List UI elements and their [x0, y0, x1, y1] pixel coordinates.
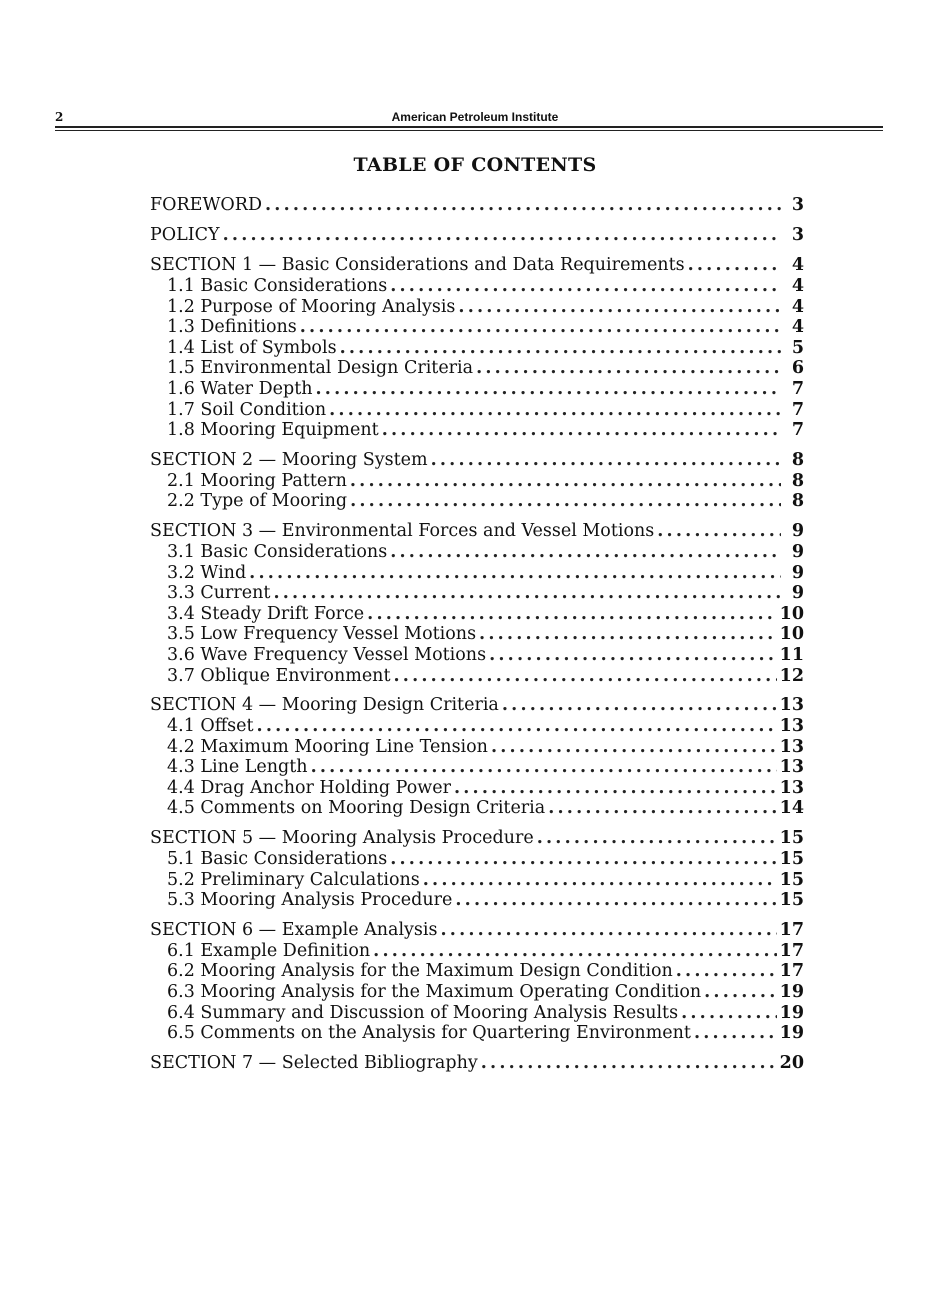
toc-entry[interactable] — [150, 798, 804, 819]
dot-leader — [688, 255, 781, 276]
toc-entry-label: 6.5 Comments on the Analysis for Quartering Environment — [167, 1023, 691, 1044]
toc-entry[interactable] — [150, 624, 804, 645]
toc-entry[interactable] — [150, 604, 804, 625]
toc-entry-page: 9 — [791, 520, 804, 541]
header-rule-thin — [55, 130, 883, 131]
dot-leader — [382, 420, 781, 441]
toc-entry[interactable] — [150, 828, 804, 849]
toc-entry-label: 1.7 Soil Condition — [167, 399, 327, 420]
dot-leader — [257, 716, 777, 737]
toc-entry[interactable] — [150, 695, 804, 716]
dot-leader — [694, 1023, 777, 1044]
dot-leader — [676, 961, 777, 982]
toc-entry-page: 4 — [791, 276, 804, 296]
toc-entry-label: 3.5 Low Frequency Vessel Motions — [167, 624, 477, 645]
toc-entry-page: 9 — [791, 583, 804, 604]
toc-entry-label: 6.4 Summary and Discussion of Mooring Analysis Results — [167, 1002, 679, 1023]
toc-entry[interactable] — [150, 195, 804, 216]
toc-entry-page: 17 — [779, 940, 804, 961]
toc-entry-label: SECTION 3 — Environmental Forces and Vessel Motions — [150, 520, 655, 541]
toc-entry-label: 1.6 Water Depth — [167, 378, 313, 399]
dot-leader — [340, 338, 781, 359]
toc-entry[interactable] — [150, 450, 804, 471]
toc-entry[interactable] — [150, 400, 804, 421]
toc-entry-page: 10 — [779, 603, 804, 624]
toc-group-section-1 — [150, 255, 804, 441]
toc-entry-label: 2.2 Type of Mooring — [167, 491, 348, 512]
toc-entry-page: 12 — [779, 665, 804, 686]
toc-entry-page: 15 — [779, 828, 804, 849]
toc-entry-label: 6.2 Mooring Analysis for the Maximum Design Condition — [167, 961, 673, 982]
toc-entry[interactable] — [150, 276, 804, 297]
dot-leader — [423, 870, 777, 891]
dot-leader — [481, 1053, 777, 1074]
toc-group-section-7 — [150, 1053, 804, 1074]
toc-title: TABLE OF CONTENTS — [353, 154, 597, 176]
toc-entry[interactable] — [150, 563, 804, 584]
toc-entry-page: 8 — [791, 491, 804, 512]
dot-leader — [316, 379, 781, 400]
table-of-contents — [150, 195, 804, 1083]
toc-entry-page: 17 — [779, 919, 804, 940]
page-number: 2 — [55, 110, 64, 124]
toc-entry-label: 1.3 Definitions — [167, 317, 297, 338]
toc-entry[interactable] — [150, 920, 804, 941]
toc-entry[interactable] — [150, 491, 804, 512]
toc-entry-label: 3.2 Wind — [167, 562, 247, 583]
toc-entry-label: 4.4 Drag Anchor Holding Power — [167, 777, 451, 798]
toc-entry[interactable] — [150, 645, 804, 666]
toc-entry[interactable] — [150, 255, 804, 276]
toc-entry-page: 9 — [791, 541, 804, 562]
dot-leader — [458, 297, 781, 318]
dot-leader — [223, 225, 781, 246]
dot-leader — [350, 471, 781, 492]
toc-entry[interactable] — [150, 317, 804, 338]
toc-entry[interactable] — [150, 961, 804, 982]
toc-entry-page: 10 — [779, 624, 804, 645]
toc-entry[interactable] — [150, 666, 804, 687]
toc-entry-label: 5.2 Preliminary Calculations — [167, 869, 420, 890]
toc-entry[interactable] — [150, 849, 804, 870]
toc-entry-label: 3.4 Steady Drift Force — [167, 603, 365, 624]
toc-entry-label: 6.3 Mooring Analysis for the Maximum Operating Condition — [167, 982, 702, 1003]
toc-entry[interactable] — [150, 338, 804, 359]
toc-entry[interactable] — [150, 420, 804, 441]
dot-leader — [311, 757, 777, 778]
toc-group-policy — [150, 225, 804, 246]
dot-leader — [455, 890, 776, 911]
toc-entry[interactable] — [150, 379, 804, 400]
dot-leader — [454, 778, 777, 799]
toc-entry[interactable] — [150, 870, 804, 891]
dot-leader — [390, 542, 781, 563]
toc-entry-label: SECTION 6 — Example Analysis — [150, 919, 438, 940]
toc-entry-label: 1.8 Mooring Equipment — [167, 420, 379, 441]
toc-entry-page: 5 — [791, 337, 804, 358]
toc-entry[interactable] — [150, 225, 804, 246]
dot-leader — [249, 563, 781, 584]
toc-entry-label: 1.4 List of Symbols — [167, 337, 337, 358]
toc-entry[interactable] — [150, 716, 804, 737]
toc-entry[interactable] — [150, 737, 804, 758]
toc-entry[interactable] — [150, 297, 804, 318]
dot-leader — [502, 695, 777, 716]
toc-entry[interactable] — [150, 1003, 804, 1024]
dot-leader — [479, 624, 777, 645]
toc-entry-page: 3 — [791, 195, 804, 215]
toc-entry-page: 4 — [791, 296, 804, 317]
toc-entry-page: 7 — [791, 420, 804, 441]
toc-entry-page: 20 — [779, 1052, 804, 1073]
dot-leader — [476, 358, 781, 379]
toc-entry-page: 3 — [791, 225, 804, 245]
dot-leader — [657, 521, 781, 542]
toc-entry[interactable] — [150, 358, 804, 379]
toc-entry-label: 3.1 Basic Considerations — [167, 541, 388, 562]
toc-entry-label: SECTION 7 — Selected Bibliography — [150, 1052, 478, 1073]
toc-entry-label: 3.7 Oblique Environment — [167, 665, 391, 686]
toc-entry-page: 14 — [779, 798, 804, 819]
dot-leader — [393, 666, 776, 687]
dot-leader — [329, 400, 781, 421]
toc-entry-page: 19 — [779, 1002, 804, 1023]
dot-leader — [441, 920, 777, 941]
toc-entry-label: 3.3 Current — [167, 583, 271, 604]
toc-entry[interactable] — [150, 982, 804, 1003]
dot-leader — [390, 276, 781, 297]
toc-entry-page: 19 — [779, 1023, 804, 1044]
toc-entry[interactable] — [150, 757, 804, 778]
toc-entry[interactable] — [150, 542, 804, 563]
header-rule-thick — [55, 126, 883, 128]
toc-entry-page: 8 — [791, 470, 804, 491]
toc-entry-label: 1.2 Purpose of Mooring Analysis — [167, 296, 456, 317]
toc-entry-label: 4.2 Maximum Mooring Line Tension — [167, 736, 488, 757]
dot-leader — [265, 195, 781, 216]
toc-entry-page: 11 — [779, 644, 804, 665]
toc-entry-page: 13 — [779, 695, 804, 716]
toc-entry-label: 4.3 Line Length — [167, 757, 308, 778]
toc-entry-page: 15 — [779, 869, 804, 890]
toc-entry-label: 5.1 Basic Considerations — [167, 849, 388, 870]
dot-leader — [491, 737, 777, 758]
dot-leader — [350, 491, 781, 512]
dot-leader — [537, 828, 777, 849]
toc-entry-label: 1.5 Environmental Design Criteria — [167, 358, 474, 379]
dot-leader — [704, 982, 777, 1003]
toc-entry-label: SECTION 5 — Mooring Analysis Procedure — [150, 828, 534, 849]
toc-entry-label: 6.1 Example Definition — [167, 940, 371, 961]
toc-entry-label: SECTION 2 — Mooring System — [150, 449, 428, 470]
dot-leader — [431, 450, 781, 471]
toc-entry-label: SECTION 1 — Basic Considerations and Data Requirements — [150, 255, 685, 275]
toc-entry-label: FOREWORD — [150, 195, 262, 215]
toc-entry[interactable] — [150, 1053, 804, 1074]
toc-group-section-4 — [150, 695, 804, 819]
toc-entry-label: POLICY — [150, 225, 220, 245]
toc-entry-page: 15 — [779, 849, 804, 870]
toc-group-section-2 — [150, 450, 804, 512]
toc-entry-page: 4 — [791, 317, 804, 338]
dot-leader — [390, 849, 776, 870]
toc-entry-page: 7 — [791, 399, 804, 420]
dot-leader — [373, 941, 776, 962]
dot-leader — [273, 583, 781, 604]
toc-entry-page: 4 — [791, 255, 804, 275]
toc-entry-label: 1.1 Basic Considerations — [167, 276, 388, 296]
toc-entry-page: 13 — [779, 736, 804, 757]
toc-group-section-3 — [150, 521, 804, 686]
toc-entry-page: 13 — [779, 757, 804, 778]
toc-entry-page: 13 — [779, 716, 804, 737]
toc-entry[interactable] — [150, 941, 804, 962]
toc-entry-page: 7 — [791, 378, 804, 399]
toc-group-foreword — [150, 195, 804, 216]
toc-entry[interactable] — [150, 521, 804, 542]
toc-entry[interactable] — [150, 890, 804, 911]
toc-entry[interactable] — [150, 471, 804, 492]
toc-entry-label: 5.3 Mooring Analysis Procedure — [167, 890, 453, 911]
toc-entry-label: 3.6 Wave Frequency Vessel Motions — [167, 644, 487, 665]
dot-leader — [681, 1003, 777, 1024]
running-title: American Petroleum Institute — [391, 110, 559, 124]
toc-entry-label: 4.5 Comments on Mooring Design Criteria — [167, 798, 546, 819]
dot-leader — [300, 317, 781, 338]
toc-entry[interactable] — [150, 583, 804, 604]
toc-entry-label: 2.1 Mooring Pattern — [167, 470, 347, 491]
toc-entry-page: 6 — [791, 358, 804, 379]
toc-entry[interactable] — [150, 1023, 804, 1044]
toc-entry-label: SECTION 4 — Mooring Design Criteria — [150, 695, 499, 716]
toc-entry-label: 4.1 Offset — [167, 716, 254, 737]
toc-group-section-5 — [150, 828, 804, 911]
toc-entry-page: 9 — [791, 562, 804, 583]
toc-group-section-6 — [150, 920, 804, 1044]
toc-entry-page: 13 — [779, 777, 804, 798]
dot-leader — [367, 604, 776, 625]
toc-entry-page: 8 — [791, 449, 804, 470]
dot-leader — [548, 798, 776, 819]
dot-leader — [489, 645, 777, 666]
toc-entry-page: 17 — [779, 961, 804, 982]
toc-entry[interactable] — [150, 778, 804, 799]
toc-entry-page: 19 — [779, 982, 804, 1003]
toc-entry-page: 15 — [779, 890, 804, 911]
